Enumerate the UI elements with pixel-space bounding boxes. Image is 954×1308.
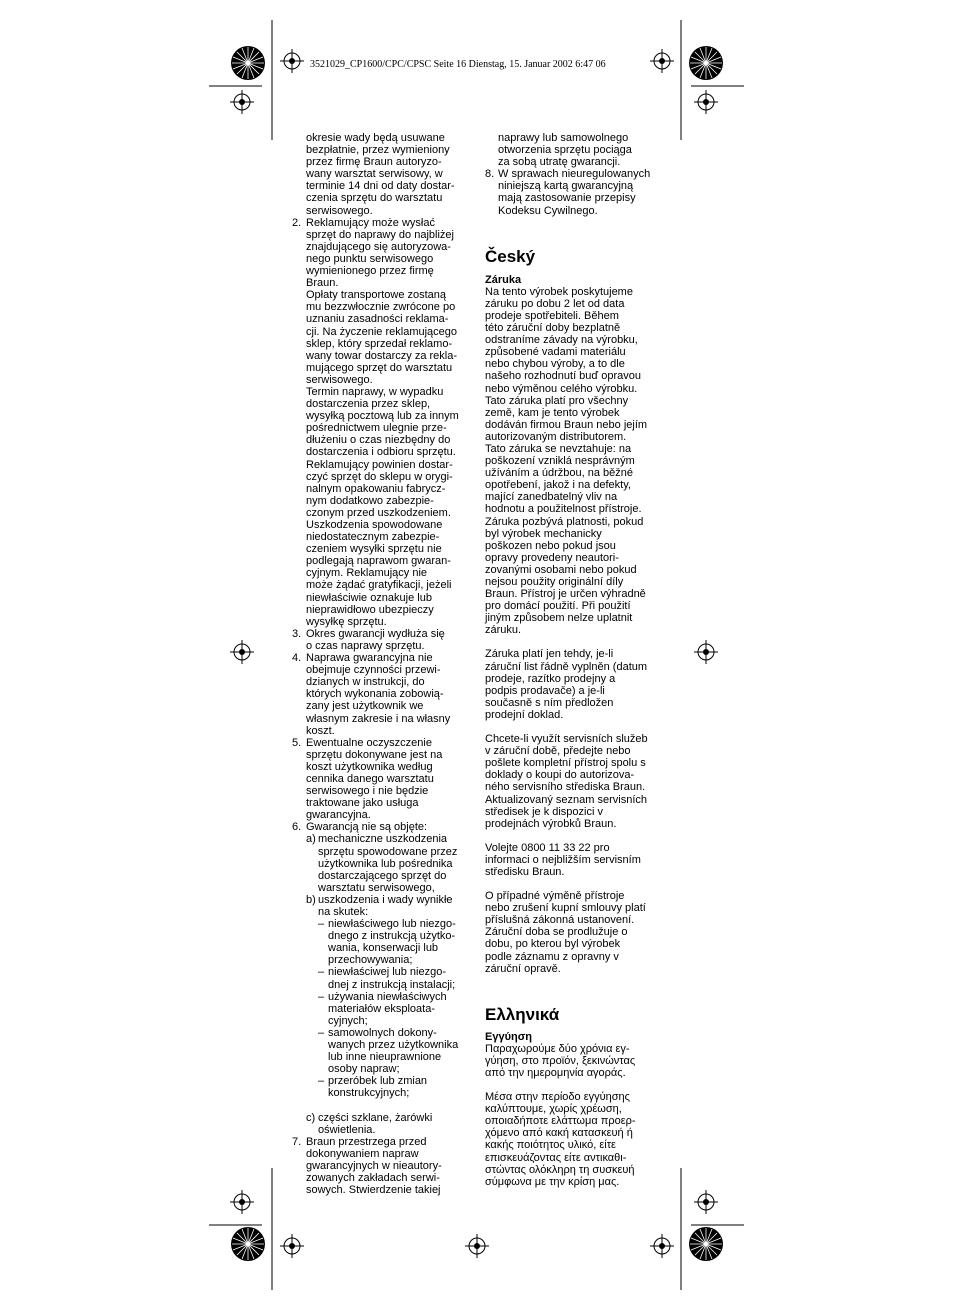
crosshair-icon xyxy=(650,49,674,73)
dash-bullet: – xyxy=(318,1026,325,1039)
section-heading-czech: Český xyxy=(485,246,536,266)
spacer xyxy=(485,636,667,648)
czech-paragraph: Na tento výrobek poskytujeme záruku po dobu 2 let od data prodeje spotřebiteli. Během této záruční doby bezplatně odstraníme závady na výrobku, způsobené vadami materiálu nebo chybou výroby, a to dle našeho rozhodnutí buď opravou nebo výměnou celého výrobku. Tato záruka platí pro všechny země, kam je tento výrobek dodáván firmou Braun nebo jejím autorizovaným distributorem. Tato záruka se nevztahuje: na poškození vzniklá nesprávným užíváním a údržbou, na běžné opotřebení, jakož i na defekty, mající zanedbatelný vliv na hodnotu a použitelnost přístroje. Záruka pozbývá platnosti, pokud byl výrobek mechanicky poškozen nebo pokud jsou opravy provedeny neautori- zovanými osobami nebo pokud nejsou použity originální díly Braun. Přístroj je určen výhradně pro domácí použití. Při použití jiným způsobem nelze uplatnit záruku. xyxy=(485,285,648,637)
sub-item-letter: c) xyxy=(306,1111,316,1124)
crosshair-icon xyxy=(230,1190,254,1214)
spacer xyxy=(485,721,667,733)
greek-paragraph: Παραχωρούμε δύο χρόνια εγ- γύηση, στο προϊόν, ξεκινώντας από την ημερομηνία αγοράς. xyxy=(485,1042,636,1079)
registration-star-icon xyxy=(688,45,724,81)
sub-item-text: części szklane, żarówki oświetlenia. xyxy=(318,1111,433,1136)
left-column xyxy=(292,132,472,1196)
czech-paragraph: O případné výměně přístroje nebo zrušení kupní smlouvy platí příslušná zákonná ustanovení. Záruční doba se prodlužuje o dobu, po kterou byl výrobek podle záznamu z opravny v záruční opravě. xyxy=(485,890,646,975)
list-item-text: Okres gwarancji wydłuża się o czas naprawy sprzętu. xyxy=(306,627,445,652)
subheading-warranty: Záruka xyxy=(485,273,522,286)
dash-bullet: – xyxy=(318,918,325,931)
greek-paragraph: Μέσα στην περίοδο εγγύησης καλύπτουμε, χωρίς χρέωση, οποιαδήποτε ελάττωμα προερ- χόμενο από κακή κατασκευή ή κακής ποιότητος υλικό, είτε επισκευάζοντας είτε αντικαθι- στώντας ολόκληρη τη συσκευή σύμφωνα με την κρίση μας. xyxy=(485,1091,636,1188)
dash-bullet: – xyxy=(318,1075,325,1088)
sub-item-letter: b) xyxy=(306,893,316,906)
spacer xyxy=(485,217,667,247)
sub-item-a xyxy=(306,833,472,893)
continuation-text: naprawy lub samowolnego otworzenia sprzętu pociąga za sobą utratę gwarancji. xyxy=(498,132,632,169)
print-slug-header: 3521029_CP1600/CPC/CPSC Seite 16 Dienstag, 15. Januar 2002 6:47 06 xyxy=(310,59,606,70)
list-number: 5. xyxy=(292,736,302,749)
dash-item-text: przeróbek lub zmian konstrukcyjnych; xyxy=(328,1075,428,1100)
list-number: 2. xyxy=(292,216,302,229)
list-item-8 xyxy=(485,168,667,216)
dash-item xyxy=(318,966,472,990)
list-number: 8. xyxy=(485,168,495,181)
right-column xyxy=(485,132,667,1188)
list-item-text: W sprawach nieuregulowanych niniejszą kartą gwarancyjną mają zastosowanie przepisy Kodeksu Cywilnego. xyxy=(498,168,651,217)
registration-star-icon xyxy=(230,1226,266,1262)
spacer xyxy=(485,975,667,1005)
dash-item xyxy=(318,918,472,966)
list-number: 3. xyxy=(292,627,302,640)
dash-bullet: – xyxy=(318,990,325,1003)
spacer xyxy=(485,1079,667,1091)
crosshair-icon xyxy=(694,1190,718,1214)
dash-item-text: używania niewłaściwych materiałów eksploata- cyjnych; xyxy=(328,990,447,1027)
list-item-text: Naprawa gwarancyjna nie obejmuje czynności przewi- dzianych w instrukcji, do których wykonania zobowią- zany jest użytkownik we własnym zakresie i na własny koszt. xyxy=(306,652,451,737)
crosshair-icon xyxy=(694,90,718,114)
list-number: 4. xyxy=(292,652,302,665)
crosshair-icon xyxy=(230,90,254,114)
list-number: 6. xyxy=(292,821,302,834)
list-item-7 xyxy=(292,1136,472,1196)
subheading-warranty: Εγγύηση xyxy=(485,1030,532,1043)
sub-item-b xyxy=(306,894,472,1100)
dash-item-text: samowolnych dokony- wanych przez użytkownika lub inne nieuprawnione osoby napraw; xyxy=(328,1026,459,1076)
czech-paragraph: Záruka platí jen tehdy, je-li záruční list řádně vyplněn (datum prodeje, razítko prodejny a podpis prodavače) a je-li současně s ním předložen prodejní doklad. xyxy=(485,648,648,721)
crosshair-icon xyxy=(465,1234,489,1258)
dash-item-text: niewłaściwej lub niezgo- dnej z instrukcją instalacji; xyxy=(328,966,456,991)
list-item-4 xyxy=(292,652,472,737)
crosshair-icon xyxy=(694,640,718,664)
section-heading-greek: Ελληνικά xyxy=(485,1004,560,1024)
crosshair-icon xyxy=(280,1234,304,1258)
czech-paragraph: Volejte 0800 11 33 22 pro informaci o nejbližším servisním středisku Braun. xyxy=(485,841,641,878)
spacer xyxy=(485,267,667,274)
warranty-intro-text: okresie wady będą usuwane bezpłatnie, przez wymieniony przez firmę Braun autoryzo- wany warsztat serwisowy, w terminie 14 dni od daty dostar- czenia sprzętu do warsztatu serwisowego. xyxy=(306,132,455,217)
crosshair-icon xyxy=(230,640,254,664)
sub-item-text: uszkodzenia i wady wynikłe na skutek: xyxy=(318,893,453,918)
list-item-3 xyxy=(292,628,472,652)
registration-star-icon xyxy=(230,45,266,81)
list-item-2 xyxy=(292,217,472,628)
list-item-text: Braun przestrzega przed dokonywaniem napraw gwarancyjnych w nieautory- zowanych zakładach serwi- sowych. Stwierdzenie takiej xyxy=(306,1135,442,1197)
list-item-text: Gwarancją nie są objęte: xyxy=(306,821,428,834)
dash-item xyxy=(318,991,472,1027)
sub-item-letter: a) xyxy=(306,833,316,846)
registration-star-icon xyxy=(688,1226,724,1262)
crosshair-icon xyxy=(650,1234,674,1258)
list-item-6 xyxy=(292,821,472,1135)
dash-bullet: – xyxy=(318,966,325,979)
list-number: 7. xyxy=(292,1135,302,1148)
dash-item-text: niewłaściwego lub niezgo- dnego z instrukcją użytko- wania, konserwacji lub przechowywania; xyxy=(328,918,456,967)
spacer xyxy=(485,830,667,842)
sub-item-text: mechaniczne uszkodzenia sprzętu spowodowane przez użytkownika lub pośrednika dostarczającego sprzęt do warsztatu serwisowego, xyxy=(318,833,458,894)
spacer xyxy=(485,878,667,890)
list-item-text: Ewentualne oczyszczenie sprzętu dokonywane jest na koszt użytkownika według cennika danego warsztatu serwisowego i nie będzie traktowane jako usługa gwarancyjna. xyxy=(306,736,443,822)
spacer xyxy=(306,1100,472,1112)
list-item-5 xyxy=(292,737,472,822)
sub-item-c xyxy=(306,1112,472,1136)
dash-item xyxy=(318,1075,472,1099)
dash-item xyxy=(318,1027,472,1075)
list-item-text: Reklamujący może wysłać sprzęt do naprawy do najbliżej znajdującego się autoryzowa- nego punktu serwisowego wymienionego przez firmę Braun. Opłaty transportowe zostaną mu bezzwłocznie zwrócone po uznaniu zasadności reklama- cji. Na życzenie reklamującego sklep, który sprzedał reklamo- wany towar dostarczy za rekla- mującego sprzęt do warsztatu serwisowego. Termin naprawy, w wypadku dostarczenia przez sklep, wysyłką pocztową lub za innym pośrednictwem ulegnie prze- dłużeniu o czas niezbędny do dostarczenia i odbioru sprzętu. Reklamujący powinien dostar- czyć sprzęt do sklepu w orygi- nalnym opakowaniu fabrycz- nym dodatkowo zabezpie- czonym przed uszkodzeniem. Uszkodzenia spowodowane niedostatecznym zabezpie- czeniem wysyłki sprzętu nie podlegają naprawom gwaran- cyjnym. Reklamujący nie może żądać gratyfikacji, jeżeli niewłaściwie oznakuje lub nieprawidłowo ubezpieczy wysyłkę sprzętu. xyxy=(306,216,459,628)
czech-paragraph: Chcete-li využít servisních služeb v záruční době, předejte nebo pošlete kompletní přístroj spolu s doklady o koupi do autorizova- ného servisního střediska Braun. Aktualizovaný seznam servisních středisek je k dispozici v prodejnách výrobků Braun. xyxy=(485,733,648,830)
crosshair-icon xyxy=(280,49,304,73)
